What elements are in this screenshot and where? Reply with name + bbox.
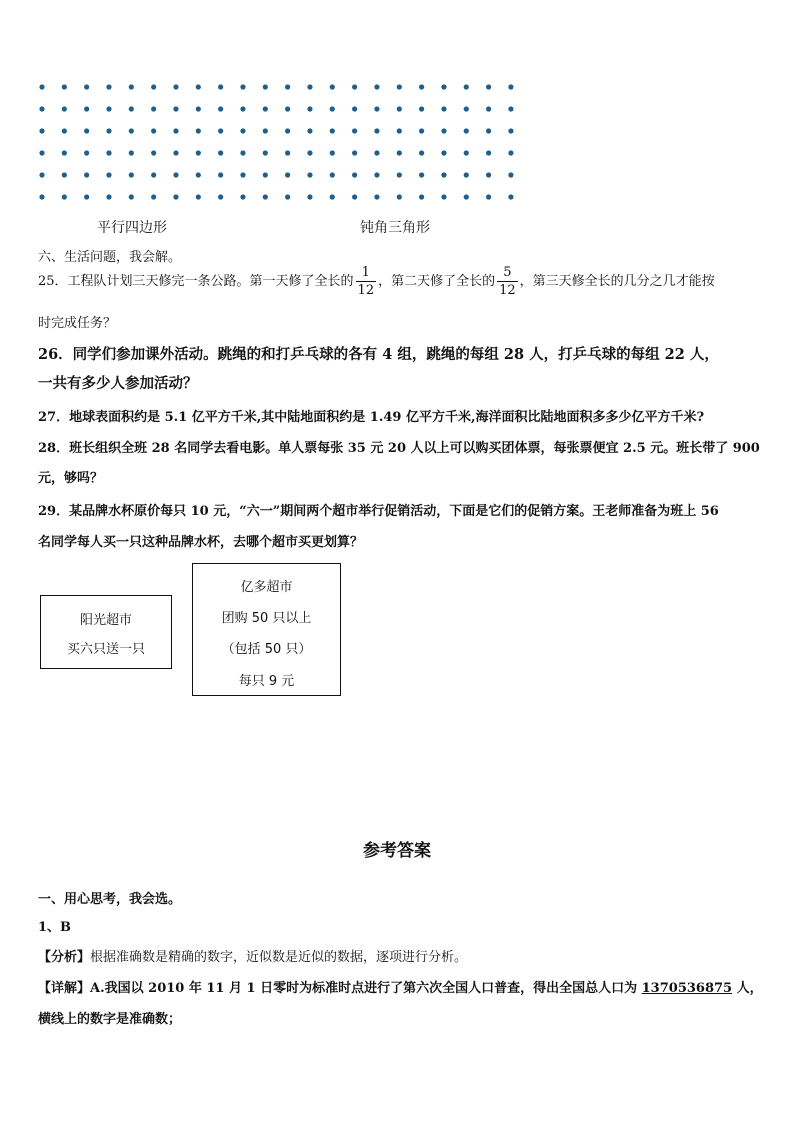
grid-dot [285,194,290,199]
q25-text-2: ，第二天修了全长的 [378,274,496,289]
caption-parallelogram: 平行四边形 [97,220,167,236]
detail-label: 【详解】 [38,981,91,996]
grid-dot [464,128,469,133]
grid-dot [218,84,223,89]
grid-dot [397,128,402,133]
grid-dot [307,150,312,155]
fraction-1-12 [356,266,377,297]
grid-dot [330,150,335,155]
grid-dot [263,128,268,133]
grid-dot [419,106,424,111]
grid-dot [263,194,268,199]
caption-obtuse-triangle: 钝角三角形 [360,220,430,236]
grid-dot [352,172,357,177]
analysis-label: 【分析】 [38,950,91,965]
q25-line-2: 时完成任务？ [38,316,117,331]
grid-dot [106,84,111,89]
grid-dot [464,84,469,89]
store-offer-line-1: 团购 50 只以上 [221,611,312,626]
grid-dot [464,194,469,199]
fraction-denominator: 12 [499,283,516,298]
grid-dot [464,172,469,177]
grid-dot [419,128,424,133]
fraction-5-12 [497,266,518,297]
grid-dot [374,84,379,89]
grid-dot [397,172,402,177]
grid-dot [508,150,513,155]
grid-dot [62,150,67,155]
grid-dot [486,194,491,199]
grid-dot [374,172,379,177]
grid-dot [285,172,290,177]
grid-dot [84,106,89,111]
question-27: 27．地球表面积约是 5.1 亿平方千米,其中陆地面积约是 1.49 亿平方千米,海洋面积比陆地面积多多少亿平方千米? [38,410,705,425]
grid-dot [62,84,67,89]
grid-dot [240,150,245,155]
grid-dot [486,84,491,89]
grid-dot [486,128,491,133]
grid-dot [106,172,111,177]
q29-line-1: 29．某品牌水杯原价每只 10 元，“六一”期间两个超市举行促销活动，下面是它们的促销方案。王老师准备为班上 56 [38,504,719,519]
grid-dot [419,194,424,199]
grid-dot [173,172,178,177]
fraction-numerator: 1 [356,266,377,282]
grid-dot [129,128,134,133]
grid-dot [441,128,446,133]
grid-dot [129,106,134,111]
grid-dot [330,106,335,111]
grid-dot [263,172,268,177]
grid-dot [84,172,89,177]
grid-dot [486,172,491,177]
grid-dot [486,106,491,111]
grid-dot [218,106,223,111]
promo-box-yiduo [192,563,341,696]
grid-dot [173,106,178,111]
grid-dot [173,128,178,133]
grid-dot [352,128,357,133]
grid-dot [62,128,67,133]
grid-dot [441,172,446,177]
store-name: 亿多超市 [240,580,293,595]
grid-dot [84,150,89,155]
grid-dot [240,106,245,111]
grid-dot [508,172,513,177]
grid-dot [62,194,67,199]
grid-dot [151,150,156,155]
grid-dot [464,106,469,111]
grid-dot [352,194,357,199]
grid-dot [441,106,446,111]
answers-section-1: 一、用心思考，我会选。 [38,892,182,907]
q25-text-3: ，第三天修全长的几分之几才能按 [519,274,715,289]
grid-dot [441,194,446,199]
grid-dot [464,150,469,155]
grid-dot [218,128,223,133]
grid-dot [218,194,223,199]
grid-dot [397,84,402,89]
grid-dot [218,172,223,177]
grid-dot [330,128,335,133]
grid-dot [307,172,312,177]
grid-dot [307,194,312,199]
section6-heading: 六、生活问题，我会解。 [38,250,182,265]
grid-dot [240,194,245,199]
grid-dot [151,128,156,133]
grid-dot [397,194,402,199]
grid-dot [397,150,402,155]
grid-dot [285,106,290,111]
grid-dot [419,84,424,89]
grid-dot [374,194,379,199]
grid-dot [129,84,134,89]
grid-dot [307,106,312,111]
grid-dot [330,172,335,177]
store-offer: 买六只送一只 [66,642,145,657]
grid-dot [173,194,178,199]
grid-dot [240,84,245,89]
grid-dot [39,172,44,177]
grid-dot [196,150,201,155]
grid-dot [508,106,513,111]
grid-dot [352,84,357,89]
grid-dot [106,194,111,199]
grid-dot [240,128,245,133]
grid-dot [285,128,290,133]
grid-dot [151,194,156,199]
grid-dot [196,172,201,177]
q26-line-1: 26．同学们参加课外活动。跳绳的和打乒乓球的各有 4 组，跳绳的每组 28 人，打乒乓球的每组 22 人， [38,346,719,363]
grid-dot [196,128,201,133]
answer-1: 1、B [38,920,72,935]
grid-dot [263,84,268,89]
q26-line-2: 一共有多少人参加活动？ [38,375,198,392]
grid-dot [106,150,111,155]
dot-grid [36,80,516,206]
grid-dot [263,106,268,111]
grid-dot [151,106,156,111]
grid-dot [84,194,89,199]
detail-text-1: A.我国以 2010 年 11 月 1 日零时为标准时点进行了第六次全国人口普查，得出全国总人口为 [90,981,642,996]
grid-dot [129,150,134,155]
grid-dot [196,194,201,199]
grid-dot [441,150,446,155]
answers-title: 参考答案 [363,841,431,861]
grid-dot [39,128,44,133]
grid-dot [374,106,379,111]
grid-dot [129,194,134,199]
grid-dot [151,172,156,177]
q29-line-2: 名同学每人买一只这种品牌水杯，去哪个超市买更划算？ [38,535,364,550]
grid-dot [151,84,156,89]
grid-dot [196,106,201,111]
grid-dot [84,84,89,89]
grid-dot [129,172,134,177]
detail-line-1 [38,977,763,996]
grid-dot [374,128,379,133]
grid-dot [39,194,44,199]
analysis-line [38,946,467,965]
grid-dot [374,150,379,155]
detail-text-2: 人， [732,981,763,996]
question-25 [38,266,715,297]
grid-dot [508,194,513,199]
grid-dot [419,172,424,177]
grid-dot [62,106,67,111]
grid-dot [62,172,67,177]
grid-dot [307,128,312,133]
grid-dot [486,150,491,155]
grid-dot [39,150,44,155]
promo-box-yangguang [40,595,172,669]
q28-line-1: 28．班长组织全班 28 名同学去看电影。单人票每张 35 元 20 人以上可以购买团体票，每张票便宜 2.5 元。班长带了 900 [38,441,760,456]
grid-dot [285,84,290,89]
grid-dot [285,150,290,155]
grid-dot [39,106,44,111]
grid-dot [173,84,178,89]
grid-dot [263,150,268,155]
store-offer-line-3: 每只 9 元 [238,674,295,689]
grid-dot [240,172,245,177]
store-offer-line-2: （包括 50 只） [221,642,312,657]
grid-dot [441,84,446,89]
grid-dot [307,84,312,89]
grid-dot [397,106,402,111]
grid-dot [352,106,357,111]
grid-dot [419,150,424,155]
fraction-denominator: 12 [357,283,375,298]
grid-dot [173,150,178,155]
store-name: 阳光超市 [79,613,132,628]
grid-dot [508,84,513,89]
detail-line-2: 横线上的数字是准确数； [38,1012,182,1027]
fraction-numerator: 5 [497,266,518,282]
grid-dot [106,106,111,111]
q25-text-1: 25．工程队计划三天修完一条公路。第一天修了全长的 [38,274,354,289]
grid-dot [508,128,513,133]
q28-line-2: 元，够吗？ [38,471,104,486]
population-number: 1370536875 [641,981,733,996]
grid-dot [330,84,335,89]
grid-dot [106,128,111,133]
grid-dot [330,194,335,199]
grid-dot [39,84,44,89]
grid-dot [218,150,223,155]
grid-dot [352,150,357,155]
grid-dot [84,128,89,133]
analysis-text: 根据准确数是精确的数字，近似数是近似的数据，逐项进行分析。 [90,950,468,965]
grid-dot [196,84,201,89]
